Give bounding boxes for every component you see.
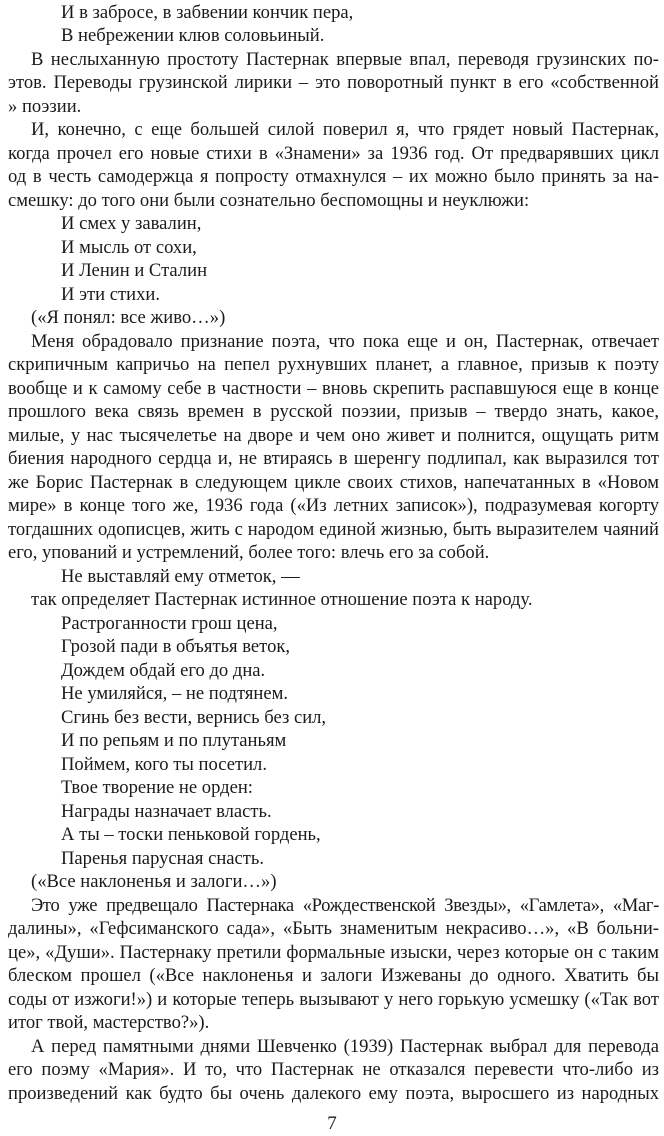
text-line: далины», «Гефсиманского сада», «Быть знаменитым некрасиво…», «В больни-: [8, 918, 659, 939]
text-line: смешку: до того они были сознательно беспомощны и неуклюжи:: [8, 190, 530, 211]
text-line: когда прочел его новые стихи в «Знамени» за 1936 год. От предварявших цикл: [8, 143, 659, 164]
text-line: » поэзии.: [8, 96, 82, 117]
text-line: прошлого века связь времен в русской поэзии, призыв – твердо знать, какое,: [8, 401, 659, 422]
page-number: 7: [327, 1113, 337, 1134]
text-line: милые, у нас тысячелетье на дворе и чем оно живет и полнится, ощущать ритм: [8, 425, 659, 446]
text-line: же Борис Пастернак в следующем цикле своих стихов, напечатанных в «Новом: [8, 472, 659, 493]
text-line: тогдашних одописцев, жить с народом единой жизнью, быть выразителем чаяний: [8, 519, 659, 540]
text-line: этов. Переводы грузинской лирики – это поворотный пункт в его «собственной: [8, 72, 659, 93]
text-line: его, упований и устремлений, более того: влечь его за собой.: [8, 542, 490, 563]
verse-line: Сгинь без вести, вернись без сил,: [61, 707, 327, 728]
text-line: произведений как будто бы очень далекого ему поэта, выросшего из народных: [8, 1083, 659, 1104]
verse-line: И смех у завалин,: [61, 213, 202, 234]
verse-line: Грозой пади в объятья веток,: [61, 636, 291, 657]
text-line: мире» в конце того же, 1936 года («Из летних записок»), подразумевая когорту: [8, 495, 659, 516]
verse-line: Поймем, кого ты посетил.: [61, 754, 267, 775]
text-line: це», «Души». Пастернаку претили формальные изыски, через которые он с таким: [8, 942, 659, 963]
text-line: так определяет Пастернак истинное отношение поэта к народу.: [31, 589, 533, 610]
verse-line: Растроганности грош цена,: [61, 613, 278, 634]
text-line: И, конечно, с еще большей силой поверил я, что грядет новый Пастернак,: [31, 119, 659, 140]
text-line: скрипичным капричьо на пепел рухнувших планет, а главное, призыв к поэту: [8, 354, 659, 375]
text-line: од в честь самодержца я попросту отмахнулся – их можно было принять за на-: [8, 166, 659, 187]
verse-line: И в забросе, в забвении кончик пера,: [61, 2, 354, 23]
verse-line: Твое творение не орден:: [61, 777, 253, 798]
verse-line: Не выставляй ему отметок, —: [61, 566, 300, 587]
verse-line: В небрежении клюв соловьиный.: [61, 25, 325, 46]
text-line: А перед памятными днями Шевченко (1939) Пастернак выбрал для перевода: [31, 1036, 659, 1057]
verse-line: И Ленин и Сталин: [61, 260, 208, 281]
text-line: итог твой, мастерство?»).: [8, 1012, 210, 1033]
text-line: биения народного сердца и, не втираясь в шеренгу подлипал, как выразился тот: [8, 448, 659, 469]
citation-line: («Все наклоненья и залоги…»): [31, 871, 277, 892]
text-line: Это уже предвещало Пастернака «Рождественской Звезды», «Гамлета», «Маг-: [31, 895, 659, 916]
verse-line: Паренья парусная снасть.: [61, 848, 265, 869]
verse-line: И по репьям и по плутаньям: [61, 730, 287, 751]
verse-line: Награды назначает власть.: [61, 801, 272, 822]
text-line: блеском прошел («Все наклоненья и залоги Изжеваны до одного. Хватить бы: [8, 965, 659, 986]
text-line: В неслыханную простоту Пастернак впервые впал, переводя грузинских по-: [31, 49, 659, 70]
verse-line: А ты – тоски пеньковой гордень,: [61, 824, 321, 845]
verse-line: И эти стихи.: [61, 284, 161, 305]
text-line: вообще и к самому себе в частности – вновь скрепить распавшуюся еще в конце: [8, 378, 659, 399]
verse-line: И мысль от сохи,: [61, 237, 197, 258]
citation-line: («Я понял: все живо…»): [31, 307, 226, 328]
verse-line: Не умиляйся, – не подтянем.: [61, 683, 289, 704]
text-line: соды от изжоги!») и которые теперь вызывают у него горькую усмешку («Так вот: [8, 989, 659, 1010]
text-line: Меня обрадовало признание поэта, что пока еще и он, Пастернак, отвечает: [31, 331, 659, 352]
verse-line: Дождем обдай его до дна.: [61, 660, 266, 681]
text-line: его поэму «Мария». И то, что Пастернак не отказался перевести что-либо из: [8, 1059, 659, 1080]
